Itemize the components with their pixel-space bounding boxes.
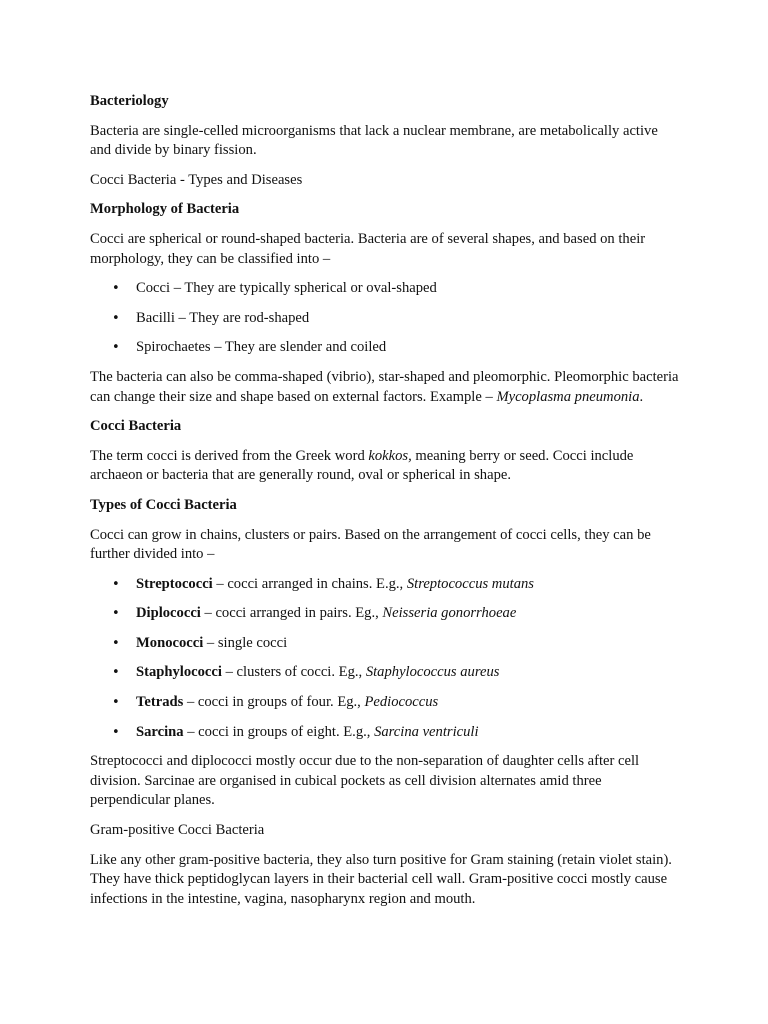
list-item: • Cocci – They are typically spherical or oval-shaped — [90, 279, 680, 299]
document-title: Bacteriology — [90, 93, 169, 109]
item-term: Staphylococci — [136, 664, 222, 681]
item-desc: – cocci in groups of four. Eg., — [183, 694, 365, 711]
types-paragraph: Cocci can grow in chains, clusters or pairs. Based on the arrangement of cocci cells, they can be further divided into – — [90, 526, 651, 563]
item-desc: – clusters of cocci. Eg., — [221, 664, 366, 681]
types-heading: Types of Cocci Bacteria — [90, 496, 237, 513]
pleomorphic-example: Mycoplasma pneumonia — [496, 388, 640, 405]
item-desc: – single cocci — [203, 634, 288, 651]
intro-paragraph: Bacteria are single-celled microorganisms that lack a nuclear membrane, are metabolically active and divide by binary fission. — [90, 122, 658, 159]
list-item — [90, 693, 680, 713]
list-item — [90, 634, 680, 654]
morphology-paragraph: Cocci are spherical or round-shaped bacteria. Bacteria are of several shapes, and based on their morphology, they can be classified into – — [90, 230, 646, 267]
item-desc: – cocci in groups of eight. E.g., — [183, 723, 375, 740]
list-item — [90, 575, 680, 595]
cocci-text-after: meaning berry or seed. Cocci include archaeon or bacteria that are generally round, oval or spherical in shape. — [90, 447, 634, 484]
list-item — [90, 663, 680, 683]
item-term: Streptococci — [136, 575, 213, 592]
pleomorphic-paragraph — [90, 368, 680, 407]
list-item: • Spirochaetes – They are slender and coiled — [90, 338, 680, 358]
item-example: Sarcina ventriculi — [374, 723, 479, 740]
arrangement-paragraph: Streptococci and diplococci mostly occur due to the non-separation of daughter cells after cell division. Sarcinae are organised in cubical pockets as cell division alternates amid three perpendicular planes. — [90, 753, 640, 809]
item-example: Streptococcus mutans — [406, 575, 534, 592]
item-term: Diplococci — [136, 605, 201, 622]
item-example: Neisseria gonorrhoeae — [382, 605, 517, 622]
pleomorphic-text: The bacteria can also be comma-shaped (vibrio), star-shaped and pleomorphic. Pleomorphic bacteria can change their size and shape based on external factors. Example – — [90, 368, 679, 405]
morphology-list — [90, 279, 680, 358]
item-term: Tetrads — [136, 694, 184, 711]
list-item — [90, 604, 680, 624]
item-term: Sarcina — [136, 723, 184, 740]
item-desc: – cocci arranged in pairs. Eg., — [200, 605, 383, 622]
item-example: Staphylococcus aureus — [365, 664, 500, 681]
gram-positive-paragraph: Like any other gram-positive bacteria, they also turn positive for Gram staining (retain violet stain). They have thick peptidoglycan layers in their bacterial cell wall. Gram-positive cocci mostly cause infections in the intestine, vagina, nasopharynx region and mouth. — [90, 851, 672, 907]
morphology-heading: Morphology of Bacteria — [90, 201, 240, 218]
item-example: Pediococcus — [364, 694, 439, 711]
subtitle-paragraph: Cocci Bacteria - Types and Diseases — [90, 171, 303, 188]
cocci-text-before: The term cocci is derived from the Greek word — [90, 447, 369, 464]
pleomorphic-end: . — [639, 388, 644, 405]
list-item — [90, 723, 680, 743]
cocci-heading: Cocci Bacteria — [90, 418, 182, 435]
gram-positive-heading: Gram-positive Cocci Bacteria — [90, 822, 265, 839]
item-desc: – cocci arranged in chains. E.g., — [212, 575, 407, 592]
list-item: • Bacilli – They are rod-shaped — [90, 309, 680, 329]
cocci-greek-word: kokkos, — [368, 447, 412, 464]
types-list — [90, 575, 680, 743]
document-page — [90, 92, 680, 919]
item-term: Monococci — [136, 634, 204, 651]
cocci-paragraph — [90, 447, 680, 486]
